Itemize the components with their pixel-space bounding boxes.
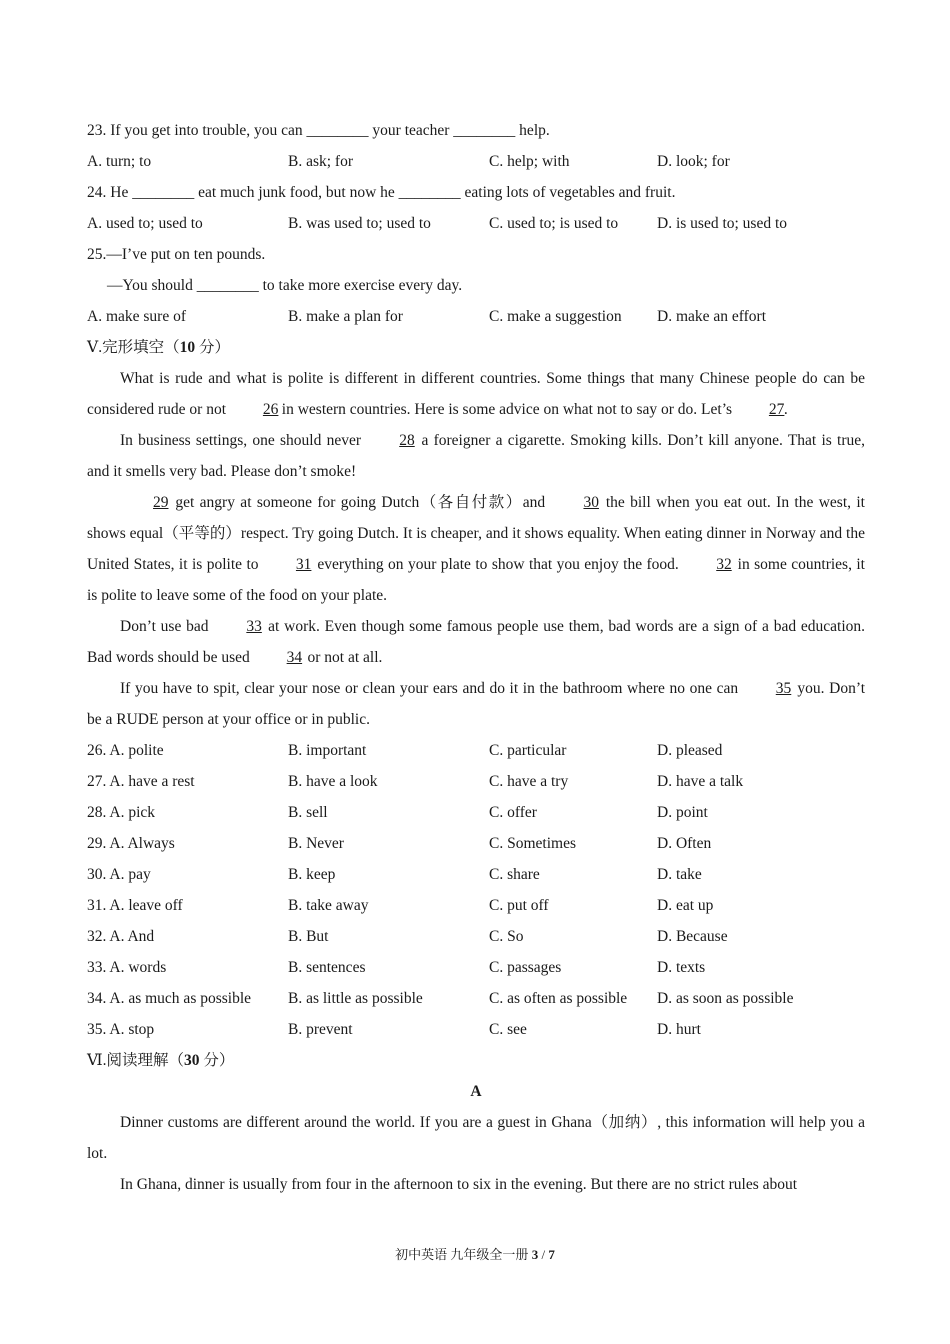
option-b: B. was used to; used to	[288, 215, 431, 232]
option-d: D. texts	[657, 959, 706, 976]
option-b: B. ask; for	[288, 153, 354, 170]
option-d: D. make an effort	[657, 308, 767, 325]
option-b: B. important	[288, 742, 367, 759]
option-b: B. prevent	[288, 1021, 353, 1038]
option-c: C. put off	[489, 897, 549, 914]
option-b: B. But	[288, 928, 329, 945]
blank-32: 32	[716, 556, 732, 573]
text: at work. Even though some famous people use them, bad words are a sign of a bad education. Bad words should be used	[87, 618, 865, 666]
page-separator: /	[538, 1247, 549, 1262]
option-b: B. sentences	[288, 959, 366, 976]
option-d: D. eat up	[657, 897, 714, 914]
question-23-stem: 23. If you get into trouble, you can ________ your teacher ________ help.	[87, 122, 550, 139]
option-c: C. Sometimes	[489, 835, 576, 852]
option-b: B. sell	[288, 804, 328, 821]
page-footer	[0, 1244, 950, 1263]
blank-28: 28	[399, 432, 415, 449]
text: in western countries. Here is some advice on what not to say or do. Let’s	[277, 401, 736, 418]
question-24-stem: 24. He ________ eat much junk food, but now he ________ eating lots of vegetables and fruit.	[87, 184, 676, 201]
option-c: C. share	[489, 866, 540, 883]
section-6-title: Ⅵ.阅读理解（	[87, 1052, 184, 1069]
cloze-option-row	[87, 983, 865, 1014]
page-total: 7	[548, 1247, 555, 1262]
section-5-heading	[87, 332, 865, 363]
text: In business settings, one should never	[120, 432, 367, 449]
blank-29: 29	[153, 494, 169, 511]
cloze-option-row	[87, 797, 865, 828]
cloze-option-row	[87, 766, 865, 797]
option-a: 26. A. polite	[87, 742, 164, 759]
blank-26: 26	[262, 401, 279, 418]
option-a: A. turn; to	[87, 153, 152, 170]
reading-paragraph-1: Dinner customs are different around the world. If you are a guest in Ghana（加纳）, this information will help you a lot.	[87, 1114, 865, 1162]
option-d: D. look; for	[657, 153, 730, 170]
question-23-options	[87, 146, 865, 177]
blank-30: 30	[583, 494, 599, 511]
passage-label: A	[470, 1083, 482, 1100]
section-5-score: 10	[179, 339, 196, 356]
cloze-paragraph-5	[87, 673, 865, 735]
text: What is rude and what is polite is different in different countries. Some things that many Chinese people do can be considered rude or not	[87, 370, 865, 418]
option-c: C. as often as possible	[489, 990, 628, 1007]
section-5-title: Ⅴ.完形填空（	[87, 339, 180, 356]
option-a: 31. A. leave off	[87, 897, 183, 914]
cloze-paragraph-1	[87, 363, 865, 425]
option-a: 32. A. And	[87, 928, 155, 945]
option-c: C. So	[489, 928, 524, 945]
option-a: 35. A. stop	[87, 1021, 155, 1038]
blank-33: 33	[246, 618, 262, 635]
option-c: C. have a try	[489, 773, 569, 790]
text: the bill when you eat out. In the west, it shows equal（平等的）respect. Try going Dutch. It is cheaper, and it shows equality. When eating dinner in Norway and the United States, it is polite to	[87, 494, 865, 573]
cloze-option-row	[87, 735, 865, 766]
option-d: D. hurt	[657, 1021, 701, 1038]
section-6-tail: 分）	[199, 1052, 235, 1069]
footer-text: 初中英语 九年级全一册	[395, 1247, 532, 1262]
blank-35: 35	[775, 680, 792, 697]
option-a: 30. A. pay	[87, 866, 151, 883]
cloze-option-row	[87, 1014, 865, 1045]
option-c: C. see	[489, 1021, 527, 1038]
cloze-paragraph-3	[87, 487, 865, 611]
text: a foreigner a cigarette. Smoking kills. Don’t kill anyone. That is true, and it smells very bad. Please don’t smoke!	[87, 432, 866, 480]
text: get angry at someone for going Dutch（各自付款）and	[170, 494, 551, 511]
question-25-line2: —You should ________ to take more exercise every day.	[107, 277, 463, 294]
option-d: D. point	[657, 804, 708, 821]
option-c: C. offer	[489, 804, 537, 821]
option-a: 28. A. pick	[87, 804, 156, 821]
cloze-option-row	[87, 921, 865, 952]
option-d: D. have a talk	[657, 773, 744, 790]
option-d: D. take	[657, 866, 702, 883]
option-c: C. particular	[489, 742, 567, 759]
reading-paragraph-2: In Ghana, dinner is usually from four in the afternoon to six in the evening. But there are no strict rules about	[120, 1176, 798, 1193]
option-b: B. keep	[288, 866, 336, 883]
text: you. Don’t be a RUDE person at your office or in public.	[87, 680, 866, 728]
cloze-option-row	[87, 952, 865, 983]
option-b: B. Never	[288, 835, 344, 852]
blank-31: 31	[295, 556, 312, 573]
cloze-option-row	[87, 890, 865, 921]
option-b: B. take away	[288, 897, 369, 914]
text: If you have to spit, clear your nose or clean your ears and do it in the bathroom where no one can	[120, 680, 743, 697]
option-b: B. as little as possible	[288, 990, 423, 1007]
option-b: B. make a plan for	[288, 308, 403, 325]
text: .	[783, 401, 788, 418]
cloze-option-row	[87, 828, 865, 859]
cloze-paragraph-2	[87, 425, 865, 487]
option-a: 34. A. as much as possible	[87, 990, 252, 1007]
option-a: A. used to; used to	[87, 215, 203, 232]
cloze-option-row	[87, 859, 865, 890]
question-25-options	[87, 301, 865, 332]
option-d: D. Often	[657, 835, 712, 852]
option-a: 29. A. Always	[87, 835, 175, 852]
text: or not at all.	[303, 649, 383, 666]
option-d: D. is used to; used to	[657, 215, 788, 232]
option-d: D. pleased	[657, 742, 723, 759]
option-d: D. Because	[657, 928, 728, 945]
blank-34: 34	[286, 649, 303, 666]
question-24-options	[87, 208, 865, 239]
option-b: B. have a look	[288, 773, 378, 790]
option-c: C. passages	[489, 959, 562, 976]
option-c: C. used to; is used to	[489, 215, 619, 232]
cloze-options	[87, 735, 865, 1045]
cloze-paragraph-4	[87, 611, 865, 673]
option-a: A. make sure of	[87, 308, 186, 325]
blank-27: 27	[768, 401, 785, 418]
section-6-score: 30	[183, 1052, 200, 1069]
option-c: C. make a suggestion	[489, 308, 622, 325]
section-5-tail: 分）	[195, 339, 230, 356]
option-a: 27. A. have a rest	[87, 773, 195, 790]
option-c: C. help; with	[489, 153, 570, 170]
page-number: 3	[531, 1247, 539, 1262]
worksheet-page	[87, 115, 865, 1200]
option-d: D. as soon as possible	[657, 990, 794, 1007]
section-6-heading	[87, 1045, 865, 1076]
text: Don’t use bad	[120, 618, 214, 635]
question-25-line1: 25.—I’ve put on ten pounds.	[87, 246, 266, 263]
option-a: 33. A. words	[87, 959, 167, 976]
text: in some countries, it is polite to leave some of the food on your plate.	[87, 556, 865, 604]
text: everything on your plate to show that you enjoy the food.	[312, 556, 684, 573]
